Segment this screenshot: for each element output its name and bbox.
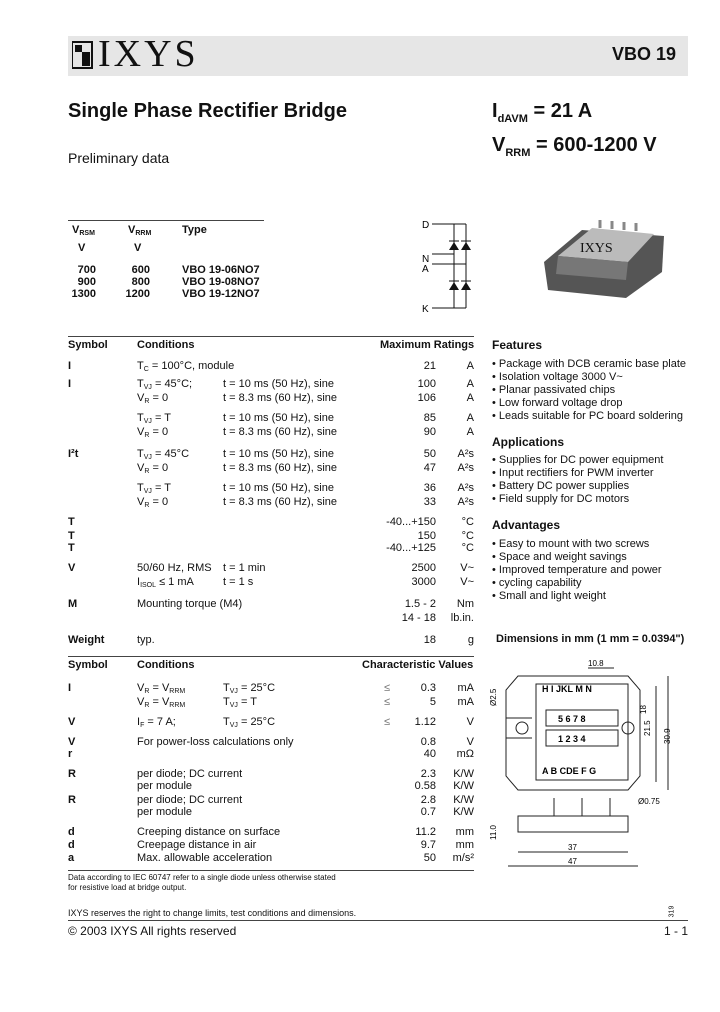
max-value: 3000 (411, 576, 436, 588)
cond-var: typ. (137, 634, 155, 646)
max-condition-2: t = 1 min (223, 562, 266, 574)
cond-var: per module (137, 780, 193, 792)
cond-sub: C (143, 366, 149, 373)
dim-row-2: 1 2 3 4 (558, 734, 586, 744)
max-symbol: T (68, 516, 75, 528)
char-condition (137, 716, 176, 733)
type-unit-2: V (134, 242, 142, 254)
max-value: 150 (417, 530, 436, 542)
char-values-table (68, 682, 476, 872)
cond-sub: VJ (143, 488, 152, 495)
char-symbol: d (68, 826, 75, 838)
char-value: 50 (423, 852, 436, 864)
char-condition (137, 852, 272, 869)
char-condition (137, 696, 185, 713)
dim-21-5: 21.5 (643, 720, 652, 736)
char-symbol: r (68, 748, 73, 760)
max-unit: A²s (457, 448, 474, 460)
type-vrrm: 800 (131, 276, 150, 288)
max-value: -40...+150 (386, 516, 436, 528)
max-head-ratings: Maximum Ratings (380, 339, 475, 351)
char-condition (137, 806, 192, 823)
package-logo-text: IXYS (580, 241, 613, 256)
cond-rest: = T (151, 482, 171, 494)
applications-item: • Input rectifiers for PWM inverter (492, 467, 663, 480)
char-unit: mm (455, 826, 474, 838)
circuit-label-k: K (422, 304, 429, 315)
dim-top-pins: H I JKL M N (542, 684, 592, 694)
type-row (68, 264, 268, 276)
char-unit: V (466, 736, 474, 748)
note-2: for resistive load at bridge output. (68, 883, 187, 892)
max-condition-2: t = 10 ms (50 Hz), sine (223, 448, 334, 460)
cond-var: T (223, 682, 230, 694)
max-condition (137, 598, 242, 615)
max-head-conditions: Conditions (137, 339, 195, 351)
cond-var: T (223, 696, 230, 708)
cond-var: V (137, 426, 145, 438)
char-le: ≤ (384, 682, 391, 694)
max-condition-2: t = 8.3 ms (60 Hz), sine (223, 392, 338, 404)
applications-item: • Supplies for DC power equipment (492, 454, 663, 467)
char-le: ≤ (384, 716, 391, 728)
advantages-item: • Space and weight savings (492, 551, 662, 564)
max-symbol: I (68, 378, 72, 390)
cond-sub: F (140, 722, 145, 729)
char-value: 9.7 (420, 839, 436, 851)
cond-sub-2: RRM (169, 688, 186, 695)
type-vrsm: 700 (77, 264, 96, 276)
char-unit: K/W (453, 768, 474, 780)
circuit-label-d: D (422, 220, 430, 231)
char-condition (137, 736, 294, 753)
char-unit: mΩ (456, 748, 474, 760)
max-condition (137, 462, 168, 479)
dim-47: 47 (568, 857, 577, 866)
features-item: • Package with DCB ceramic base plate (492, 358, 686, 371)
cond-var: Mounting torque (M4) (137, 598, 243, 610)
cond-var: I (137, 576, 141, 588)
notes (68, 873, 336, 893)
max-symbol: I²t (68, 448, 79, 460)
footer-rights: IXYS reserves the right to change limits, test conditions and dimensions. (68, 908, 357, 918)
max-unit: A (466, 360, 474, 372)
max-unit: V~ (460, 562, 474, 574)
max-value: 33 (423, 496, 436, 508)
dim-18: 18 (639, 705, 648, 714)
cond-var: Creeping distance on surface (137, 826, 281, 838)
cond-rest: = V (149, 696, 170, 708)
char-unit: mA (457, 682, 474, 694)
max-condition (137, 426, 168, 443)
cond-var: Creepage distance in air (137, 839, 257, 851)
type-vrsm: 1300 (71, 288, 96, 300)
cond-rest: = 45°C; (151, 378, 193, 390)
applications-title: Applications (492, 435, 565, 449)
dim-37: 37 (568, 843, 577, 852)
cond-rest: = 7 A; (144, 716, 176, 728)
ixys-logo-icon (72, 40, 92, 70)
advantages-item: • Improved temperature and power (492, 564, 662, 577)
dim-bottom-pins: A B CDE F G (542, 766, 597, 776)
char-value: 2.8 (420, 794, 436, 806)
max-unit: V~ (460, 576, 474, 588)
features-item: • Leads suitable for PC board soldering (492, 410, 686, 423)
cond-sub: R (144, 468, 150, 475)
char-value: 1.12 (414, 716, 436, 728)
cond-rest: = 0 (149, 426, 169, 438)
cond-sub: VJ (143, 418, 152, 425)
dim-11: 11.0 (489, 825, 498, 840)
type-table-rule (68, 220, 264, 221)
type-vrrm: 600 (131, 264, 150, 276)
type-unit-1: V (78, 242, 86, 254)
cond-sub: ISOL (140, 582, 157, 589)
cond-var: 50/60 Hz, RMS (137, 562, 212, 574)
dim-pin: Ø0.75 (638, 797, 660, 806)
package-photo (538, 214, 670, 302)
cond-var: Max. allowable acceleration (137, 852, 273, 864)
cond-sub: R (144, 432, 150, 439)
footer-code: 319 (668, 905, 676, 918)
char-value: 40 (423, 748, 436, 760)
circuit-label-a: A (422, 264, 429, 275)
char-head-symbol: Symbol (68, 659, 108, 671)
max-symbol: I (68, 360, 72, 372)
char-value: 0.58 (414, 780, 436, 792)
cond-var: T (137, 360, 144, 372)
char-symbol: d (68, 839, 75, 851)
max-condition (137, 496, 168, 513)
cond-var: T (137, 412, 144, 424)
cond-rest: = 25°C (237, 682, 276, 694)
max-unit: A (466, 426, 474, 438)
cond-rest: = 0 (149, 392, 169, 404)
max-unit: A (466, 412, 474, 424)
footer-rule (68, 920, 688, 921)
char-head-conditions: Conditions (137, 659, 195, 671)
note-1: Data according to IEC 60747 refer to a single diode unless otherwise stated (68, 873, 336, 882)
max-unit: A (466, 392, 474, 404)
cond-var: per diode; DC current (137, 768, 243, 780)
max-value: 47 (423, 462, 436, 474)
type-name: VBO 19-12NO7 (182, 288, 260, 300)
cond-var: V (137, 496, 145, 508)
advantages-item: • Easy to mount with two screws (492, 538, 662, 551)
dim-hole: Ø2.5 (489, 688, 498, 706)
max-condition-2: t = 8.3 ms (60 Hz), sine (223, 426, 338, 438)
applications-list (492, 454, 663, 506)
cond-var: V (137, 462, 145, 474)
type-head-vrsm: VRSM (72, 224, 95, 237)
char-unit: mA (457, 696, 474, 708)
char-unit: V (466, 716, 474, 728)
max-unit: lb.in. (450, 612, 474, 624)
type-vrsm: 900 (77, 276, 96, 288)
features-item: • Planar passivated chips (492, 384, 686, 397)
max-unit: A²s (457, 482, 474, 494)
char-symbol: V (68, 716, 76, 728)
circuit-label-n: N (422, 254, 430, 265)
max-value: 106 (417, 392, 436, 404)
max-condition-2: t = 1 s (223, 576, 254, 588)
model-number: VBO 19 (611, 44, 676, 64)
cond-sub: VJ (229, 688, 238, 695)
cond-sub: R (144, 688, 150, 695)
char-table-rule (68, 656, 474, 657)
footer-page: 1 - 1 (663, 924, 688, 938)
char-value: 2.3 (420, 768, 436, 780)
max-value: 85 (423, 412, 436, 424)
features-title: Features (492, 338, 543, 352)
applications-item: • Battery DC power supplies (492, 480, 663, 493)
max-head-symbol: Symbol (68, 339, 108, 351)
max-value: 1.5 - 2 (404, 598, 436, 610)
max-symbol: Weight (68, 634, 105, 646)
max-table-rule (68, 336, 474, 337)
max-condition (137, 576, 194, 593)
max-symbol: M (68, 598, 78, 610)
max-unit: g (467, 634, 474, 646)
char-head-values: Characteristic Values (362, 659, 474, 671)
char-symbol: V (68, 736, 76, 748)
max-condition (137, 392, 168, 409)
cond-rest: = T (151, 412, 171, 424)
max-value: 21 (423, 360, 436, 372)
cond-sub: VJ (143, 384, 152, 391)
max-value: -40...+125 (386, 542, 436, 554)
cond-sub: R (144, 702, 150, 709)
char-value: 11.2 (415, 826, 436, 838)
char-value: 0.3 (420, 682, 436, 694)
max-symbol: T (68, 530, 75, 542)
max-value: 36 (423, 482, 436, 494)
logo-text: IXYS (98, 33, 199, 75)
cond-sub: R (144, 502, 150, 509)
features-item: • Low forward voltage drop (492, 397, 686, 410)
footer-copyright: © 2003 IXYS All rights reserved (68, 924, 237, 938)
advantages-title: Advantages (492, 518, 561, 532)
advantages-item: • cycling capability (492, 577, 662, 590)
cond-rest: = 100°C, module (148, 360, 235, 372)
max-value: 2500 (411, 562, 436, 574)
max-unit: Nm (456, 598, 474, 610)
max-symbol: T (68, 542, 75, 554)
dim-10-8: 10.8 (588, 659, 604, 668)
cond-rest: = 45°C (151, 448, 190, 460)
char-symbol: I (68, 682, 72, 694)
max-condition-2: t = 10 ms (50 Hz), sine (223, 412, 334, 424)
char-condition-2 (223, 716, 275, 733)
max-condition-2: t = 10 ms (50 Hz), sine (223, 482, 334, 494)
subtitle: Preliminary data (68, 150, 170, 166)
cond-rest: = 0 (149, 462, 169, 474)
max-symbol: V (68, 562, 76, 574)
max-unit: °C (461, 530, 474, 542)
max-unit: °C (461, 542, 474, 554)
char-unit: mm (455, 839, 474, 851)
char-symbol: R (68, 794, 76, 806)
dimension-drawing (488, 656, 684, 878)
max-condition (137, 634, 155, 651)
cond-sub: VJ (229, 702, 238, 709)
notes-rule (68, 870, 474, 871)
cond-rest: = T (237, 696, 257, 708)
cond-var: V (137, 682, 145, 694)
char-value: 5 (429, 696, 436, 708)
char-symbol: R (68, 768, 76, 780)
char-unit: K/W (453, 794, 474, 806)
max-unit: A²s (457, 496, 474, 508)
key-values: $I_{dAVM} = 21$ A $V_{RRM} = 600-1200$ V (492, 100, 657, 159)
features-list (492, 358, 686, 423)
cond-var: V (137, 696, 145, 708)
type-vrrm: 1200 (125, 288, 150, 300)
cond-rest: ≤ 1 mA (156, 576, 194, 588)
cond-var: V (137, 392, 145, 404)
page-title: Single Phase Rectifier Bridge (68, 100, 347, 122)
type-head-vrrm: VRRM (128, 224, 152, 237)
max-value: 90 (423, 426, 436, 438)
cond-var: T (137, 482, 144, 494)
max-unit: °C (461, 516, 474, 528)
max-condition-2: t = 10 ms (50 Hz), sine (223, 378, 334, 390)
char-unit: m/s² (452, 852, 474, 864)
char-value: 0.7 (420, 806, 436, 818)
max-unit: A²s (457, 462, 474, 474)
applications-item: • Field supply for DC motors (492, 493, 663, 506)
advantages-list (492, 538, 662, 603)
cond-rest: = 0 (149, 496, 169, 508)
type-name: VBO 19-06NO7 (182, 264, 260, 276)
cond-sub: VJ (229, 722, 238, 729)
max-value: 14 - 18 (401, 612, 436, 624)
cond-sub-2: RRM (169, 702, 186, 709)
char-unit: K/W (453, 780, 474, 792)
advantages-item: • Small and light weight (492, 590, 662, 603)
cond-var: per diode; DC current (137, 794, 243, 806)
cond-var: T (137, 448, 144, 460)
char-value: 0.8 (420, 736, 436, 748)
max-condition (137, 360, 234, 377)
cond-sub: VJ (143, 454, 152, 461)
cond-sub: R (144, 398, 150, 405)
max-condition-2: t = 8.3 ms (60 Hz), sine (223, 496, 338, 508)
char-symbol: a (68, 852, 75, 864)
cond-var: I (137, 716, 141, 728)
dimensions-title: Dimensions in mm (1 mm = 0.0394") (496, 633, 685, 645)
dim-row-1: 5 6 7 8 (558, 714, 586, 724)
char-unit: K/W (453, 806, 474, 818)
cond-var: T (223, 716, 230, 728)
max-ratings-table (68, 360, 476, 650)
char-condition-2 (223, 696, 257, 713)
type-row (68, 276, 268, 288)
cond-var: per module (137, 806, 193, 818)
char-le: ≤ (384, 696, 391, 708)
type-row (68, 288, 268, 300)
max-value: 18 (423, 634, 436, 646)
features-item: • Isolation voltage 3000 V~ (492, 371, 686, 384)
max-value: 50 (423, 448, 436, 460)
circuit-diagram-icon (420, 216, 480, 316)
type-rows (68, 264, 268, 300)
max-unit: A (466, 378, 474, 390)
cond-rest: = V (149, 682, 170, 694)
cond-var: For power-loss calculations only (137, 736, 294, 748)
max-value: 100 (417, 378, 436, 390)
max-condition-2: t = 8.3 ms (60 Hz), sine (223, 462, 338, 474)
type-head-type: Type (182, 224, 207, 236)
cond-var: T (137, 378, 144, 390)
cond-rest: = 25°C (237, 716, 276, 728)
dim-30-9: 30.9 (663, 728, 672, 744)
type-name: VBO 19-08NO7 (182, 276, 260, 288)
